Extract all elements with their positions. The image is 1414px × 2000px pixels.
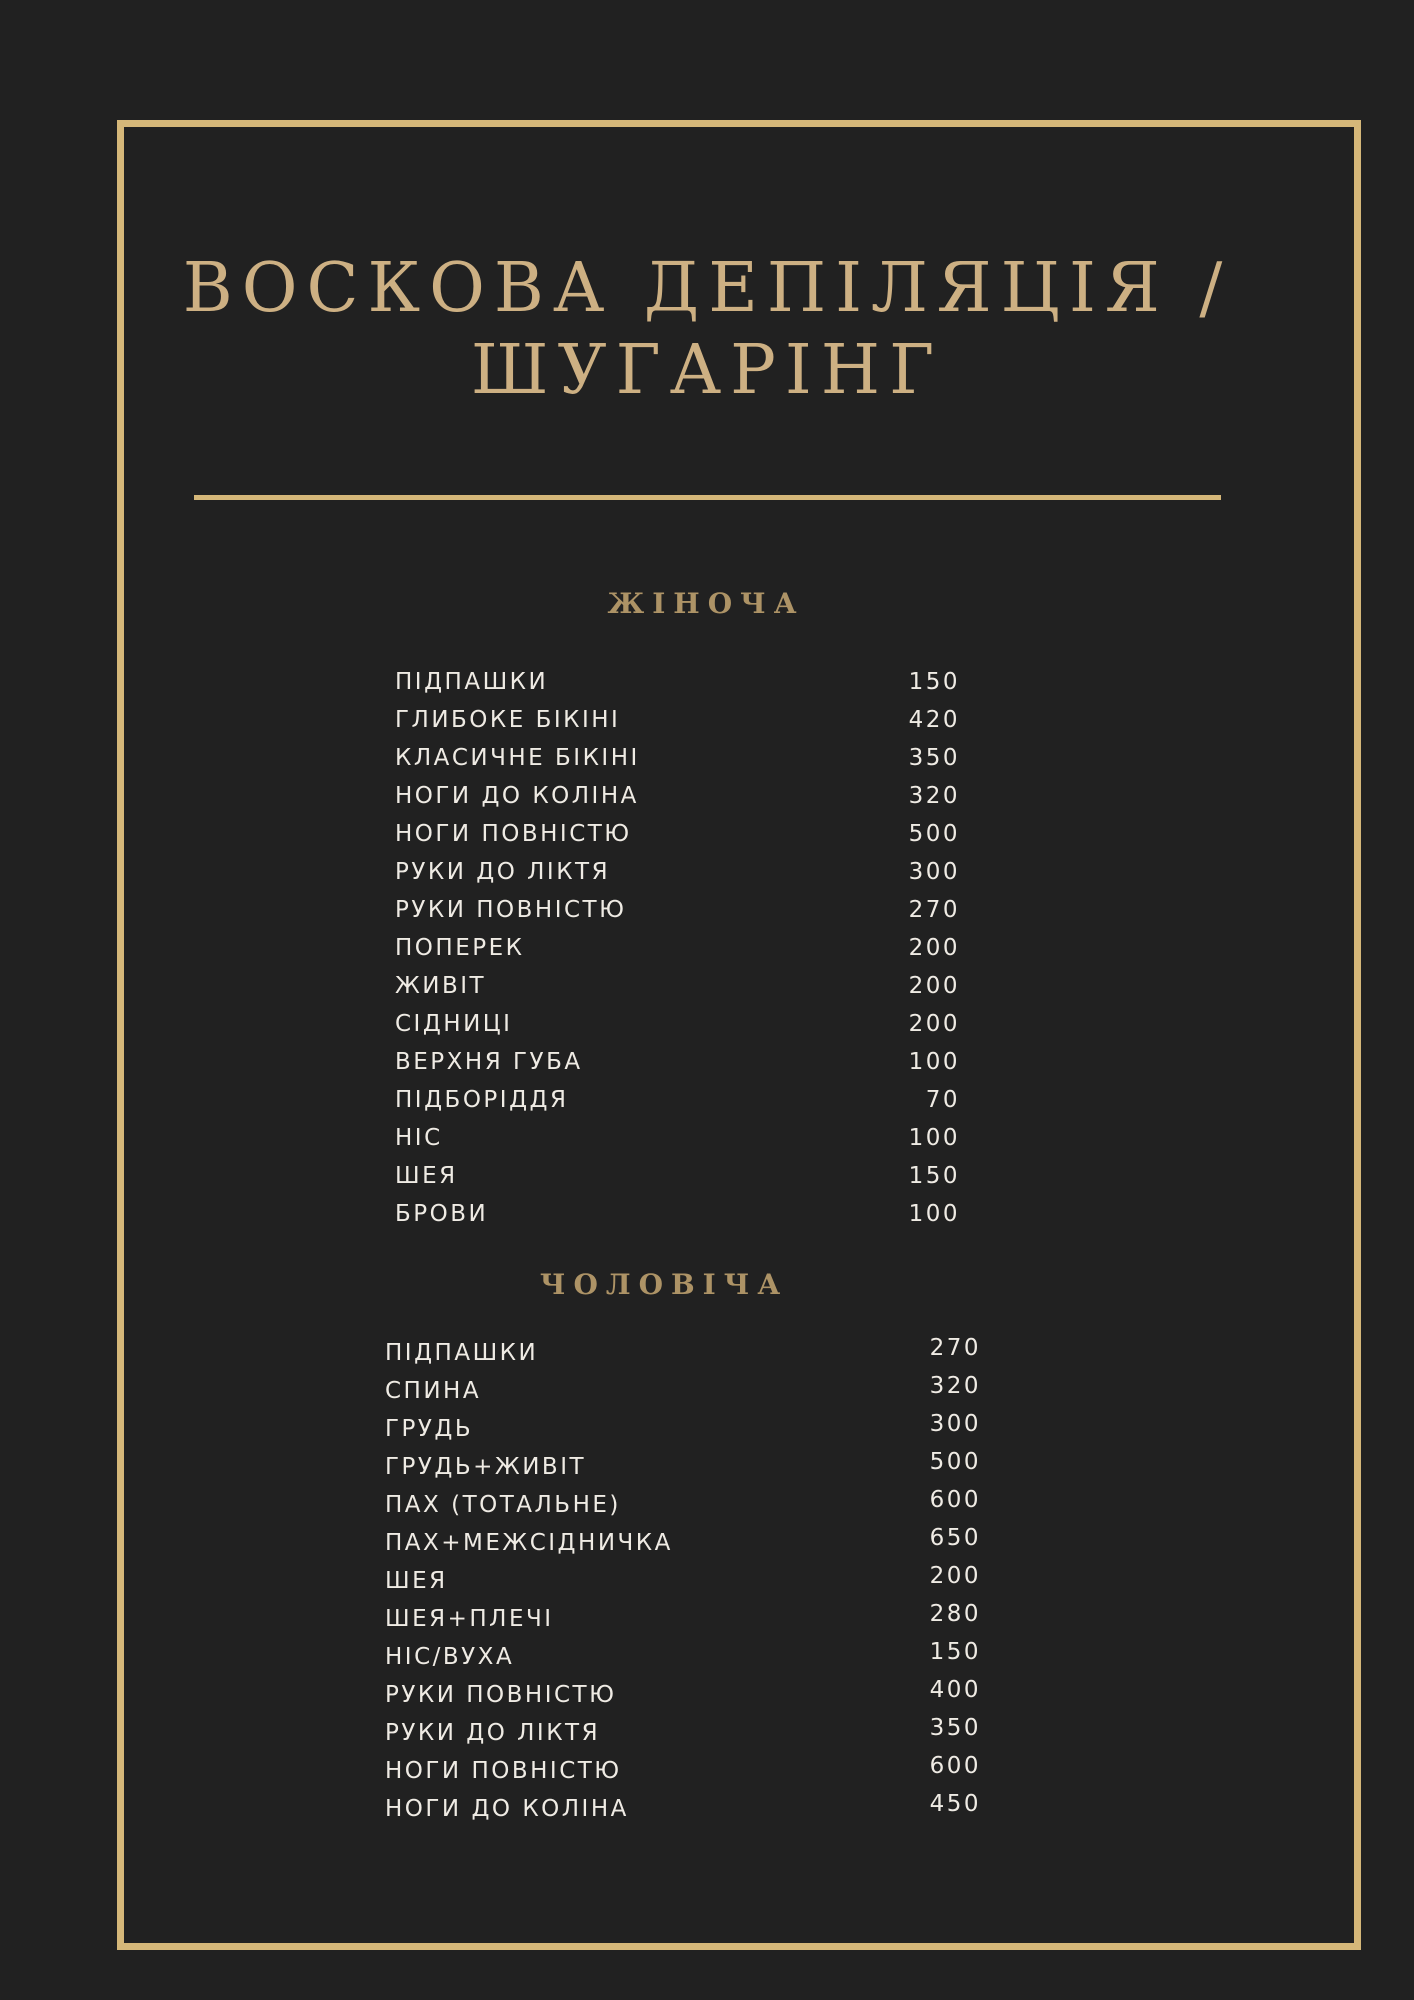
price-row bbox=[395, 815, 960, 853]
women-section-title: ЖІНОЧА bbox=[607, 587, 805, 620]
service-name: НОГИ ДО КОЛІНА bbox=[385, 1796, 629, 1822]
price-row bbox=[385, 1676, 981, 1714]
service-price: 300 bbox=[908, 859, 960, 885]
price-row bbox=[385, 1334, 981, 1372]
service-name: РУКИ ДО ЛІКТЯ bbox=[385, 1720, 601, 1746]
service-price: 450 bbox=[929, 1791, 981, 1817]
page-title-line-2: ШУГАРІНГ bbox=[470, 331, 944, 410]
service-price: 70 bbox=[925, 1087, 960, 1113]
service-price: 650 bbox=[929, 1525, 981, 1551]
men-price-list bbox=[385, 1334, 981, 1828]
service-price: 500 bbox=[929, 1449, 981, 1475]
price-row bbox=[395, 967, 960, 1005]
service-price: 150 bbox=[929, 1639, 981, 1665]
price-row bbox=[395, 853, 960, 891]
price-row bbox=[395, 1195, 960, 1233]
service-price: 320 bbox=[929, 1373, 981, 1399]
service-name: ШЕЯ+ПЛЕЧІ bbox=[385, 1606, 554, 1632]
service-price: 350 bbox=[929, 1715, 981, 1741]
service-price: 350 bbox=[908, 745, 960, 771]
service-price: 300 bbox=[929, 1411, 981, 1437]
price-row bbox=[395, 701, 960, 739]
service-price: 280 bbox=[929, 1601, 981, 1627]
service-price: 270 bbox=[929, 1335, 981, 1361]
price-row bbox=[395, 777, 960, 815]
service-name: ПАХ+МЕЖСІДНИЧКА bbox=[385, 1530, 673, 1556]
service-price: 100 bbox=[908, 1125, 960, 1151]
title-divider bbox=[194, 495, 1221, 500]
service-price: 100 bbox=[908, 1201, 960, 1227]
service-name: ВЕРХНЯ ГУБА bbox=[395, 1049, 583, 1075]
service-name: НОГИ ПОВНІСТЮ bbox=[395, 821, 632, 847]
service-name: ЖИВІТ bbox=[395, 973, 487, 999]
service-price: 270 bbox=[908, 897, 960, 923]
service-name: СПИНА bbox=[385, 1378, 482, 1404]
service-name: РУКИ ДО ЛІКТЯ bbox=[395, 859, 611, 885]
price-row bbox=[395, 891, 960, 929]
price-row bbox=[385, 1714, 981, 1752]
women-price-list bbox=[395, 663, 960, 1233]
price-row bbox=[385, 1790, 981, 1828]
page-title-line-1: ВОСКОВА ДЕПІЛЯЦІЯ / bbox=[182, 249, 1232, 328]
price-row bbox=[395, 1081, 960, 1119]
price-row bbox=[385, 1448, 981, 1486]
service-name: НІС/ВУХА bbox=[385, 1644, 515, 1670]
price-row bbox=[395, 663, 960, 701]
price-row bbox=[395, 1157, 960, 1195]
service-name: РУКИ ПОВНІСТЮ bbox=[385, 1682, 617, 1708]
service-name: ПОПЕРЕК bbox=[395, 935, 525, 961]
price-row bbox=[385, 1600, 981, 1638]
men-section-title: ЧОЛОВІЧА bbox=[539, 1268, 789, 1301]
service-name: ГЛИБОКЕ БІКІНІ bbox=[395, 707, 621, 733]
service-price: 200 bbox=[908, 973, 960, 999]
service-name: ГРУДЬ bbox=[385, 1416, 474, 1442]
service-price: 200 bbox=[908, 1011, 960, 1037]
service-price: 200 bbox=[908, 935, 960, 961]
service-name: БРОВИ bbox=[395, 1201, 489, 1227]
price-row bbox=[395, 929, 960, 967]
service-name: КЛАСИЧНЕ БІКІНІ bbox=[395, 745, 640, 771]
service-price: 600 bbox=[929, 1487, 981, 1513]
service-price: 320 bbox=[908, 783, 960, 809]
service-price: 150 bbox=[908, 669, 960, 695]
service-name: ШЕЯ bbox=[395, 1163, 458, 1189]
service-price: 100 bbox=[908, 1049, 960, 1075]
price-row bbox=[395, 1005, 960, 1043]
service-name: ПАХ (ТОТАЛЬНЕ) bbox=[385, 1492, 621, 1518]
price-row bbox=[385, 1752, 981, 1790]
service-name: ПІДБОРІДДЯ bbox=[395, 1087, 569, 1113]
service-price: 400 bbox=[929, 1677, 981, 1703]
service-name: ПІДПАШКИ bbox=[385, 1340, 539, 1366]
price-row bbox=[385, 1372, 981, 1410]
service-name: ПІДПАШКИ bbox=[395, 669, 549, 695]
price-row bbox=[385, 1486, 981, 1524]
service-name: НІС bbox=[395, 1125, 443, 1151]
service-name: РУКИ ПОВНІСТЮ bbox=[395, 897, 627, 923]
price-row bbox=[395, 739, 960, 777]
service-name: ГРУДЬ+ЖИВІТ bbox=[385, 1454, 587, 1480]
price-row bbox=[385, 1638, 981, 1676]
service-price: 420 bbox=[908, 707, 960, 733]
service-name: ШЕЯ bbox=[385, 1568, 448, 1594]
price-row bbox=[385, 1562, 981, 1600]
price-row bbox=[385, 1524, 981, 1562]
page-title bbox=[130, 248, 1284, 412]
service-name: НОГИ ПОВНІСТЮ bbox=[385, 1758, 622, 1784]
service-name: НОГИ ДО КОЛІНА bbox=[395, 783, 639, 809]
service-name: СІДНИЦІ bbox=[395, 1011, 513, 1037]
service-price: 150 bbox=[908, 1163, 960, 1189]
price-row bbox=[385, 1410, 981, 1448]
price-row bbox=[395, 1119, 960, 1157]
service-price: 200 bbox=[929, 1563, 981, 1589]
price-row bbox=[395, 1043, 960, 1081]
service-price: 600 bbox=[929, 1753, 981, 1779]
service-price: 500 bbox=[908, 821, 960, 847]
